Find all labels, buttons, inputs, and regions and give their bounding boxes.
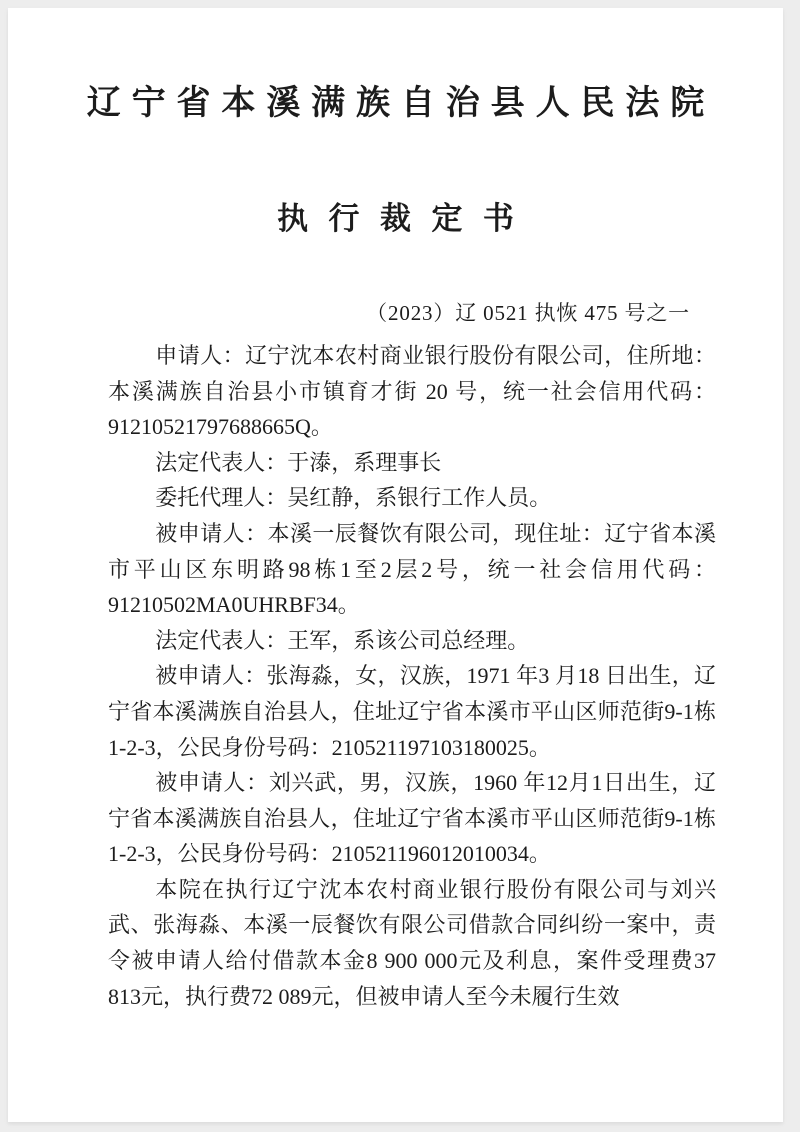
paragraph-legal-representative-company: 法定代表人：王军，系该公司总经理。: [155, 627, 530, 653]
document-title: 执行裁定书: [277, 200, 535, 236]
paragraph-respondent-company: 被申请人：本溪一辰餐饮有限公司，现住址：辽宁省本溪市平山区东明路98栋1至2层2号，统一社会信用代码：91210502MA0UHRBF34。: [108, 520, 716, 618]
court-name-heading: 辽宁省本溪满族自治县人民法院: [86, 85, 716, 122]
paragraph-entrusted-agent: 委托代理人：吴红静，系银行工作人员。: [155, 485, 552, 511]
case-number: （2023）辽 0521 执恢 475 号之一: [366, 300, 690, 325]
paragraph-court-findings: 本院在执行辽宁沈本农村商业银行股份有限公司与刘兴武、张海淼、本溪一辰餐饮有限公司借款合同纠纷一案中，责令被申请人给付借款本金8 900 000元及利息，案件受理费37 813元，执行费72 089元，但被申请人至今未履行生效: [108, 876, 716, 1009]
paragraph-legal-representative-applicant: 法定代表人：于溙，系理事长: [155, 449, 442, 475]
paragraph-respondent-zhang: 被申请人：张海淼，女，汉族，1971 年3 月18 日出生，辽宁省本溪满族自治县人，住址辽宁省本溪市平山区师范街9-1栋1-2-3，公民身份号码：210521197103180025。: [108, 663, 717, 760]
scanned-document-page: [8, 8, 783, 1122]
document-body: [108, 338, 716, 1014]
paragraph-respondent-liu: 被申请人：刘兴武，男，汉族，1960 年12月1日出生，辽宁省本溪满族自治县人，住址辽宁省本溪市平山区师范街9-1栋1-2-3，公民身份号码：210521196012010034。: [108, 770, 717, 867]
paragraph-applicant: 申请人：辽宁沈本农村商业银行股份有限公司，住所地：本溪满族自治县小市镇育才街 20 号，统一社会信用代码：91210521797688665Q。: [108, 342, 716, 440]
